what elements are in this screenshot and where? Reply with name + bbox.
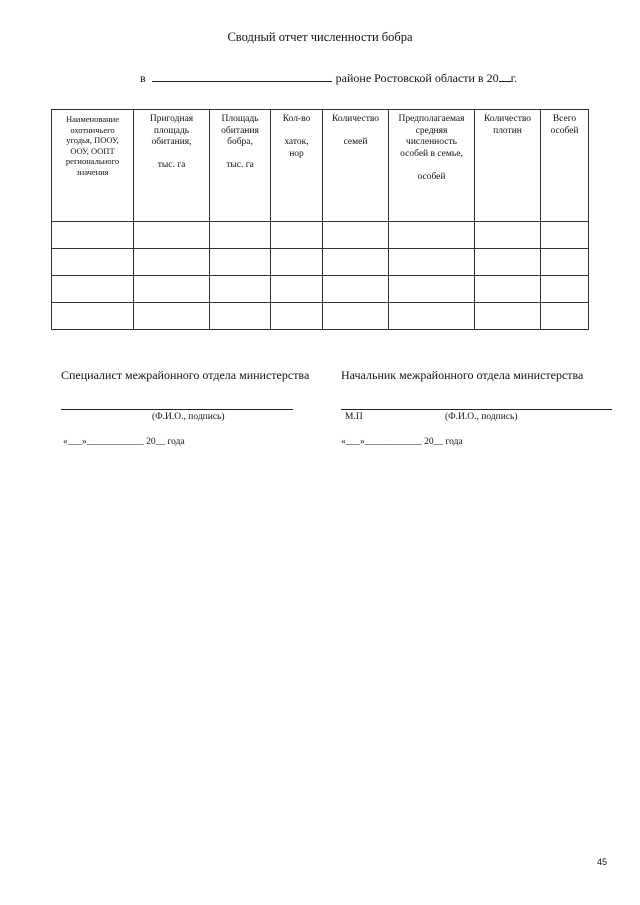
table-cell[interactable] (52, 222, 134, 249)
table-cell[interactable] (210, 222, 271, 249)
table-cell[interactable] (52, 249, 134, 276)
table-cell[interactable] (475, 276, 541, 303)
table-cell[interactable] (389, 249, 475, 276)
table-cell[interactable] (271, 303, 323, 330)
table-row (52, 276, 589, 303)
table-cell[interactable] (52, 276, 134, 303)
subtitle-prefix: в (140, 71, 146, 85)
table-row (52, 303, 589, 330)
document-subtitle (140, 71, 517, 86)
page-number: 45 (597, 857, 608, 867)
table-cell[interactable] (271, 276, 323, 303)
table-cell[interactable] (134, 249, 210, 276)
table-cell[interactable] (389, 303, 475, 330)
specialist-date-line: «___»____________ 20__ года (63, 437, 185, 447)
table-cell[interactable] (271, 249, 323, 276)
header-beaver-area: Площадь обитания бобра, тыс. га (210, 110, 271, 222)
specialist-signature-line[interactable] (61, 409, 293, 410)
header-avg-family-size: Предполагаемая средняя численность особей в семье, особей (389, 110, 475, 222)
table-cell[interactable] (134, 222, 210, 249)
table-cell[interactable] (210, 249, 271, 276)
table-cell[interactable] (134, 303, 210, 330)
header-suitable-area: Пригодная площадь обитания, тыс. га (134, 110, 210, 222)
table-cell[interactable] (541, 249, 589, 276)
table-cell[interactable] (323, 276, 389, 303)
table-cell[interactable] (541, 276, 589, 303)
head-signature-title: Начальник межрайонного отдела министерства (341, 368, 584, 382)
table-cell[interactable] (323, 249, 389, 276)
table-cell[interactable] (541, 303, 589, 330)
report-table (51, 109, 589, 330)
table-cell[interactable] (475, 222, 541, 249)
subtitle-suffix: районе Ростовской области в 20 (335, 71, 499, 85)
table-cell[interactable] (323, 303, 389, 330)
table-cell[interactable] (271, 222, 323, 249)
stamp-place-label: М.П (345, 412, 363, 422)
table-cell[interactable] (323, 222, 389, 249)
header-lodges-count: Кол-во хаток, нор (271, 110, 323, 222)
header-hunting-ground: Наименование охотничьего угодья, ПООУ, ООУ, ООПТ регионального значения (52, 110, 134, 222)
table-cell[interactable] (475, 249, 541, 276)
table-header-row (52, 110, 589, 222)
table-cell[interactable] (134, 276, 210, 303)
table-row (52, 249, 589, 276)
head-date-line: «___»____________ 20__ года (341, 437, 463, 447)
table-cell[interactable] (210, 303, 271, 330)
table-cell[interactable] (210, 276, 271, 303)
head-signature-line[interactable] (341, 409, 612, 410)
table-cell[interactable] (389, 276, 475, 303)
table-cell[interactable] (389, 222, 475, 249)
table-cell[interactable] (541, 222, 589, 249)
header-families-count: Количество семей (323, 110, 389, 222)
header-dams-count: Количество плотин (475, 110, 541, 222)
table-cell[interactable] (475, 303, 541, 330)
year-blank-line (499, 72, 511, 82)
head-signature-caption: (Ф.И.О., подпись) (445, 412, 518, 422)
table-row (52, 222, 589, 249)
specialist-signature-caption: (Ф.И.О., подпись) (152, 412, 225, 422)
subtitle-end: г. (510, 71, 518, 85)
document-title: Сводный отчет численности бобра (227, 30, 413, 44)
district-blank-line (152, 71, 332, 82)
specialist-signature-title: Специалист межрайонного отдела министерства (61, 368, 310, 382)
table-cell[interactable] (52, 303, 134, 330)
header-total-individuals: Всего особей (541, 110, 589, 222)
